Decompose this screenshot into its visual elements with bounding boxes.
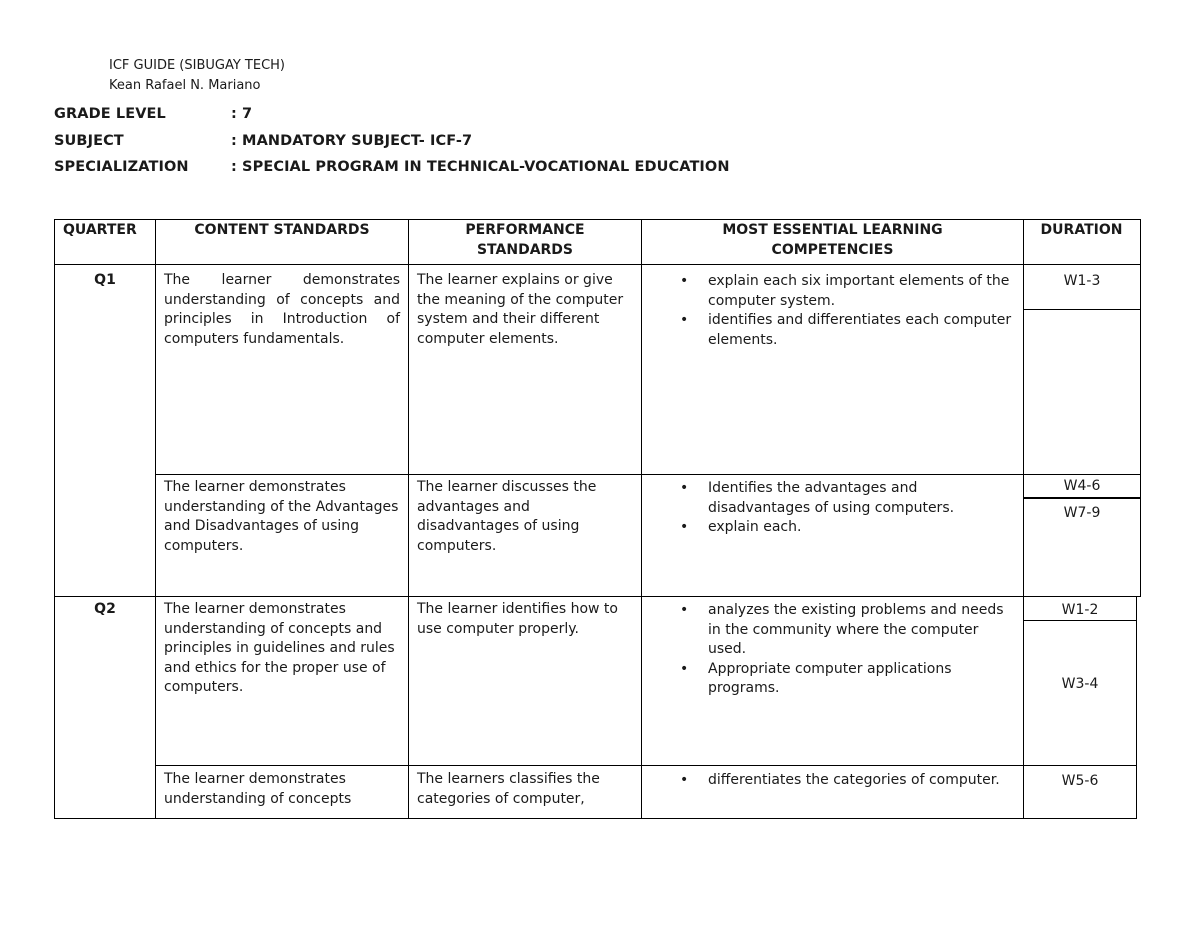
- content-standard: The learner demonstrates understanding of concepts: [164, 771, 352, 807]
- melc-item: • Identifies the advantages and disadvantages of using computers.: [677, 479, 1015, 518]
- melc-list: [677, 479, 1015, 538]
- header-duration: DURATION: [1040, 222, 1123, 238]
- subject-label: SUBJECT: [54, 133, 124, 149]
- duration-cell: W4-6: [1063, 478, 1101, 494]
- row-divider: [155, 474, 1140, 475]
- header-performance-standards: PERFORMANCE STANDARDS: [465, 222, 585, 258]
- header-quarter: QUARTER: [63, 222, 137, 238]
- melc-item: • identifies and differentiates each computer elements.: [677, 311, 1015, 350]
- column-divider: [408, 219, 409, 819]
- table-right-border: [1136, 597, 1137, 819]
- melc-item: • analyzes the existing problems and needs in the community where the computer used.: [677, 601, 1015, 660]
- duration-cell: W1-2: [1061, 602, 1099, 618]
- duration-cell: W7-9: [1063, 505, 1101, 521]
- content-standard: The learner demonstrates understanding of concepts and principles in guidelines and rules and ethics for the proper use of computers.: [164, 601, 395, 695]
- melc-list: [677, 272, 1015, 350]
- table-left-border: [54, 219, 55, 819]
- specialization-value: : SPECIAL PROGRAM IN TECHNICAL-VOCATIONAL EDUCATION: [231, 159, 730, 175]
- duration-cell: W5-6: [1061, 773, 1099, 789]
- duration-divider: [1023, 620, 1136, 621]
- header-bottom-border: [54, 264, 1140, 265]
- melc-item: • Appropriate computer applications programs.: [677, 660, 1015, 699]
- table-bottom-border: [54, 818, 1136, 819]
- performance-standard: The learner explains or give the meaning of the computer system and their different computer elements.: [417, 272, 624, 347]
- author-name: Kean Rafael N. Mariano: [109, 78, 261, 93]
- melc-list: [677, 601, 1015, 699]
- column-divider: [641, 219, 642, 819]
- grade-level-label: GRADE LEVEL: [54, 106, 166, 122]
- performance-standard: The learner identifies how to use computer properly.: [417, 601, 618, 637]
- quarter-divider: [54, 596, 1140, 597]
- melc-item: • explain each six important elements of the computer system.: [677, 272, 1015, 311]
- header-content-standards: CONTENT STANDARDS: [194, 222, 370, 238]
- melc-list: [677, 771, 1015, 791]
- specialization-label: SPECIALIZATION: [54, 159, 189, 175]
- quarter-label: Q2: [94, 601, 116, 617]
- quarter-label: Q1: [94, 272, 116, 288]
- column-divider: [155, 219, 156, 819]
- header-melc: MOST ESSENTIAL LEARNING COMPETENCIES: [722, 222, 943, 258]
- performance-standard: The learners classifies the categories of computer,: [417, 771, 600, 807]
- content-standard: The learner demonstrates understanding of concepts and principles in Introduction of computers fundamentals.: [164, 272, 400, 347]
- duration-cell: W3-4: [1061, 676, 1099, 692]
- row-divider: [155, 765, 1136, 766]
- content-standard: The learner demonstrates understanding of the Advantages and Disadvantages of using computers.: [164, 479, 399, 554]
- table-right-border: [1140, 219, 1141, 597]
- guide-title: ICF GUIDE (SIBUGAY TECH): [109, 58, 286, 73]
- performance-standard: The learner discusses the advantages and disadvantages of using computers.: [417, 479, 597, 554]
- melc-item: • explain each.: [677, 518, 1015, 538]
- table-top-border: [54, 219, 1140, 220]
- grade-level-value: : 7: [231, 106, 253, 122]
- duration-divider: [1023, 309, 1140, 310]
- melc-item: • differentiates the categories of computer.: [677, 771, 1015, 791]
- duration-divider: [1023, 497, 1140, 499]
- duration-cell: W1-3: [1063, 273, 1101, 289]
- subject-value: : MANDATORY SUBJECT- ICF-7: [231, 133, 473, 149]
